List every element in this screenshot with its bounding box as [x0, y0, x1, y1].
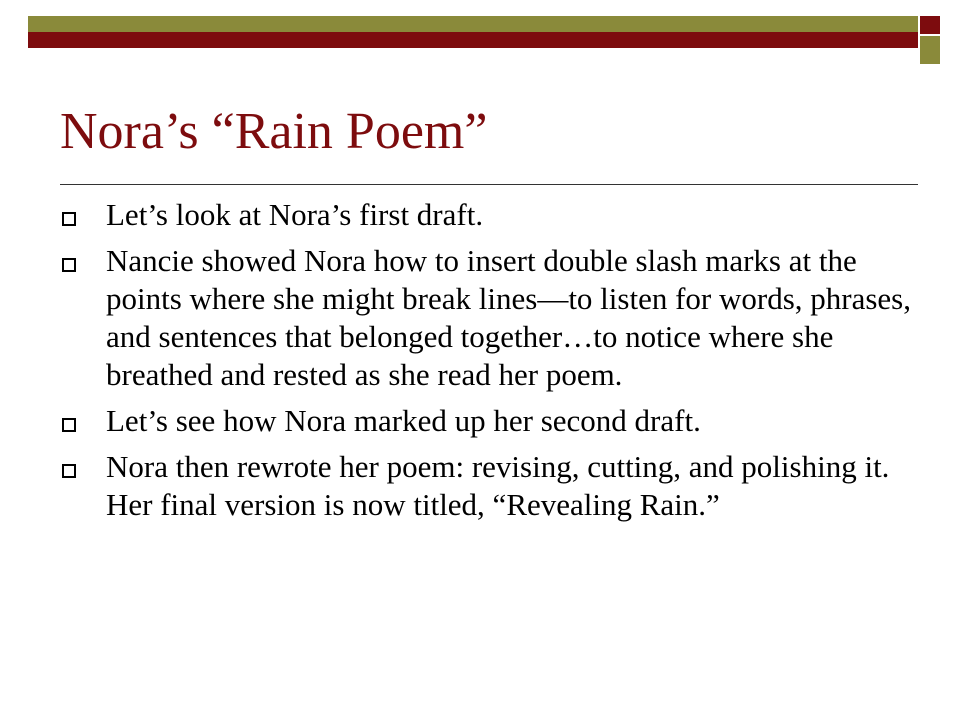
header-band-maroon — [28, 32, 918, 48]
bullet-text: Nancie showed Nora how to insert double slash marks at the points where she might break lines—to listen for words, phrases, and sentences that belonged together…to notice where she breathed and rested as she read her poem. — [106, 243, 911, 392]
bullet-list — [60, 196, 920, 532]
header-decoration — [0, 0, 960, 60]
hollow-square-icon — [62, 418, 76, 432]
hollow-square-icon — [62, 464, 76, 478]
bullet-item — [60, 196, 920, 234]
bullet-item — [60, 448, 920, 524]
hollow-square-icon — [62, 212, 76, 226]
corner-square-maroon — [920, 16, 940, 34]
bullet-item — [60, 402, 920, 440]
header-band-olive — [28, 16, 918, 32]
title-divider — [60, 184, 918, 185]
bullet-item — [60, 242, 920, 394]
bullet-text: Let’s see how Nora marked up her second draft. — [106, 403, 701, 438]
hollow-square-icon — [62, 258, 76, 272]
bullet-text: Nora then rewrote her poem: revising, cutting, and polishing it. Her final version is now titled, “Revealing Rain.” — [106, 449, 890, 522]
bullet-text: Let’s look at Nora’s first draft. — [106, 197, 484, 232]
corner-square-olive — [920, 36, 940, 64]
slide-title: Nora’s “Rain Poem” — [60, 103, 488, 160]
